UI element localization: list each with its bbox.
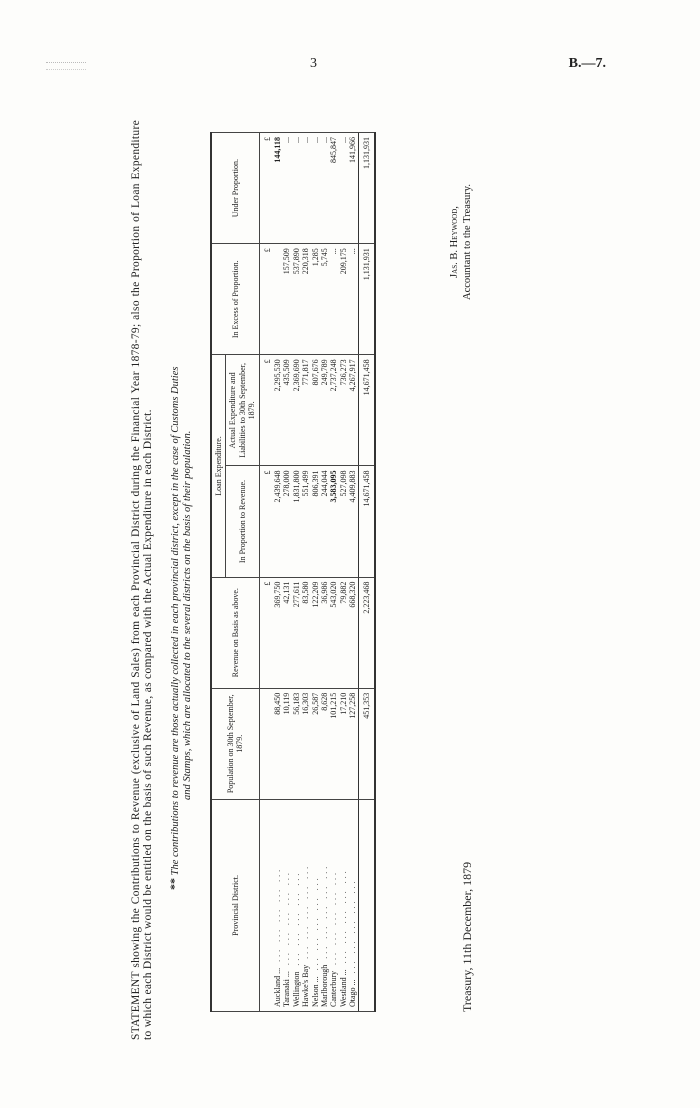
total-population: 451,353 (358, 688, 375, 799)
population-cell: 16,303 (301, 688, 310, 799)
population-cell: 88,450 (273, 688, 282, 799)
under-cell: ... (339, 133, 348, 244)
leader-dots: ... ... ... ... ... (320, 863, 330, 959)
header-actual: Actual Expenditure and Liabilities to 30th September, 1879. (226, 355, 259, 466)
proportion-cell: 551,499 (301, 466, 310, 577)
leader-dots: ... ... ... ... ... (310, 875, 320, 971)
header-district: Provincial District. (211, 799, 259, 1011)
revenue-cell: 42,131 (282, 577, 291, 688)
excess-cell: 5,745 (320, 244, 329, 355)
proportion-cell: 278,000 (282, 466, 291, 577)
signature-block (448, 184, 474, 300)
district-name: Nelson ... (310, 976, 320, 1007)
revenue-cell: 277,611 (292, 577, 301, 688)
actual-cell: 2,295,530 (273, 355, 282, 466)
header-under: Under Proportion. (211, 133, 259, 244)
under-cell: 141,966 (348, 133, 358, 244)
district-name: Westland ... (338, 969, 348, 1007)
proportion-cell: 4,409,883 (348, 466, 358, 577)
under-cell: ... (311, 133, 320, 244)
excess-cell: ... (329, 244, 338, 355)
population-cell: 101,215 (329, 688, 338, 799)
population-cell: 26,587 (311, 688, 320, 799)
proportion-cell: 3,583,095 (329, 466, 338, 577)
unit-cell: £ (259, 577, 273, 688)
under-cell: 144,118 (273, 133, 282, 244)
table-row (292, 133, 301, 1012)
header-loan-expenditure: Loan Expenditure. (211, 355, 226, 577)
under-cell: ... (320, 133, 329, 244)
population-cell: 127,258 (348, 688, 358, 799)
under-cell: 845,847 (329, 133, 338, 244)
actual-cell: 736,273 (339, 355, 348, 466)
revenue-cell: 122,209 (311, 577, 320, 688)
excess-cell (273, 244, 282, 355)
actual-cell: 2,737,248 (329, 355, 338, 466)
table-row (301, 133, 310, 1012)
district-name: Canterbury (329, 971, 339, 1007)
population-cell: 56,183 (292, 688, 301, 799)
excess-cell: 1,285 (311, 244, 320, 355)
excess-cell: ... (348, 244, 358, 355)
statement-title: STATEMENT showing the Contributions to Revenue (exclusive of Land Sales) from each Provincial District during the Financial Year 1878-79; also the Proportion of Loan Expenditure to which each District would be entitled on the basis of such Revenue, as compared with the Actual Expenditure in each District. (130, 120, 154, 1040)
population-cell: 17,210 (339, 688, 348, 799)
table-row (282, 133, 291, 1012)
page-number: 3 (310, 56, 317, 71)
district-name: Otago ... (348, 979, 358, 1007)
total-proportion: 14,671,458 (358, 466, 375, 577)
total-revenue: 2,223,468 (358, 577, 375, 688)
totals-label-empty (358, 799, 375, 1011)
unit-cell-empty (259, 799, 273, 1011)
leader-dots: ... ... ... ... ... (301, 863, 311, 959)
statement-table (210, 132, 376, 1012)
table-row (311, 133, 320, 1012)
leader-dots: ... ... ... ... ... (282, 870, 292, 966)
unit-cell: £ (259, 133, 273, 244)
scan-artifact (46, 62, 86, 70)
actual-cell: 771,817 (301, 355, 310, 466)
excess-cell: 537,890 (292, 244, 301, 355)
unit-cell: £ (259, 466, 273, 577)
population-cell: 8,628 (320, 688, 329, 799)
table-row (348, 133, 358, 1012)
header-revenue: Revenue on Basis as above. (211, 577, 259, 688)
under-cell: ... (301, 133, 310, 244)
under-cell: ... (292, 133, 301, 244)
actual-cell: 4,267,917 (348, 355, 358, 466)
statement-sheet (130, 110, 500, 1040)
proportion-cell: 527,098 (339, 466, 348, 577)
note-line-1: The contributions to revenue are those actually collected in each provincial district, except in the case of Customs Duties (170, 366, 181, 876)
revenue-cell: 369,750 (273, 577, 282, 688)
leader-dots: ... ... ... ... ... (338, 868, 348, 964)
rotated-content-frame (130, 110, 500, 1040)
actual-cell: 435,509 (282, 355, 291, 466)
document-code: B.—7. (568, 56, 606, 71)
unit-cell: £ (259, 244, 273, 355)
table-body (259, 133, 375, 1012)
leader-dots: ... ... ... ... ... (329, 870, 339, 965)
population-cell: 10,119 (282, 688, 291, 799)
signer-title: Accountant to the Treasury. (462, 184, 473, 300)
actual-cell: 249,789 (320, 355, 329, 466)
total-excess: 1,131,931 (358, 244, 375, 355)
district-name: Taranaki ... (282, 971, 292, 1007)
table-row (329, 133, 338, 1012)
actual-cell: 2,369,690 (292, 355, 301, 466)
proportion-cell: 806,391 (311, 466, 320, 577)
total-under: 1,131,931 (358, 133, 375, 244)
statement-note (168, 290, 194, 890)
header-population: Population on 30th September, 1879. (211, 688, 259, 799)
excess-cell: 157,509 (282, 244, 291, 355)
unit-cell: £ (259, 355, 273, 466)
proportion-cell: 244,044 (320, 466, 329, 577)
leader-dots: ... ... ... ... ... (291, 870, 301, 966)
district-name: Hawke's Bay (301, 964, 311, 1007)
proportion-cell: 2,439,648 (273, 466, 282, 577)
actual-cell: 807,676 (311, 355, 320, 466)
revenue-cell: 83,580 (301, 577, 310, 688)
under-cell: ... (282, 133, 291, 244)
unit-row (259, 133, 273, 1012)
district-name: Marlborough (320, 964, 330, 1007)
note-line-2: and Stamps, which are allocated to the several districts on the basis of their population. (182, 430, 193, 800)
leader-dots: ... ... ... ... ... (348, 878, 358, 974)
footer-date: Treasury, 11th December, 1879 (460, 861, 474, 1012)
table-row (273, 133, 282, 1012)
header-excess: In Excess of Proportion. (211, 244, 259, 355)
table-row (339, 133, 348, 1012)
excess-cell: 220,318 (301, 244, 310, 355)
proportion-cell: 1,831,800 (292, 466, 301, 577)
district-name: Wellington (291, 971, 301, 1007)
total-actual: 14,671,458 (358, 355, 375, 466)
leader-dots: ... ... ... ... ... (273, 866, 283, 962)
totals-row (358, 133, 375, 1012)
excess-cell: 209,175 (339, 244, 348, 355)
revenue-cell: 668,320 (348, 577, 358, 688)
revenue-cell: 79,882 (339, 577, 348, 688)
revenue-cell: 543,020 (329, 577, 338, 688)
signer-name: Jas. B. Heywood, (449, 206, 460, 278)
district-name: Auckland ... (273, 967, 283, 1007)
revenue-cell: 36,986 (320, 577, 329, 688)
unit-cell-empty (259, 688, 273, 799)
table-row (320, 133, 329, 1012)
header-proportion: In Proportion to Revenue. (226, 466, 259, 577)
note-asterisks: ** (167, 878, 181, 890)
